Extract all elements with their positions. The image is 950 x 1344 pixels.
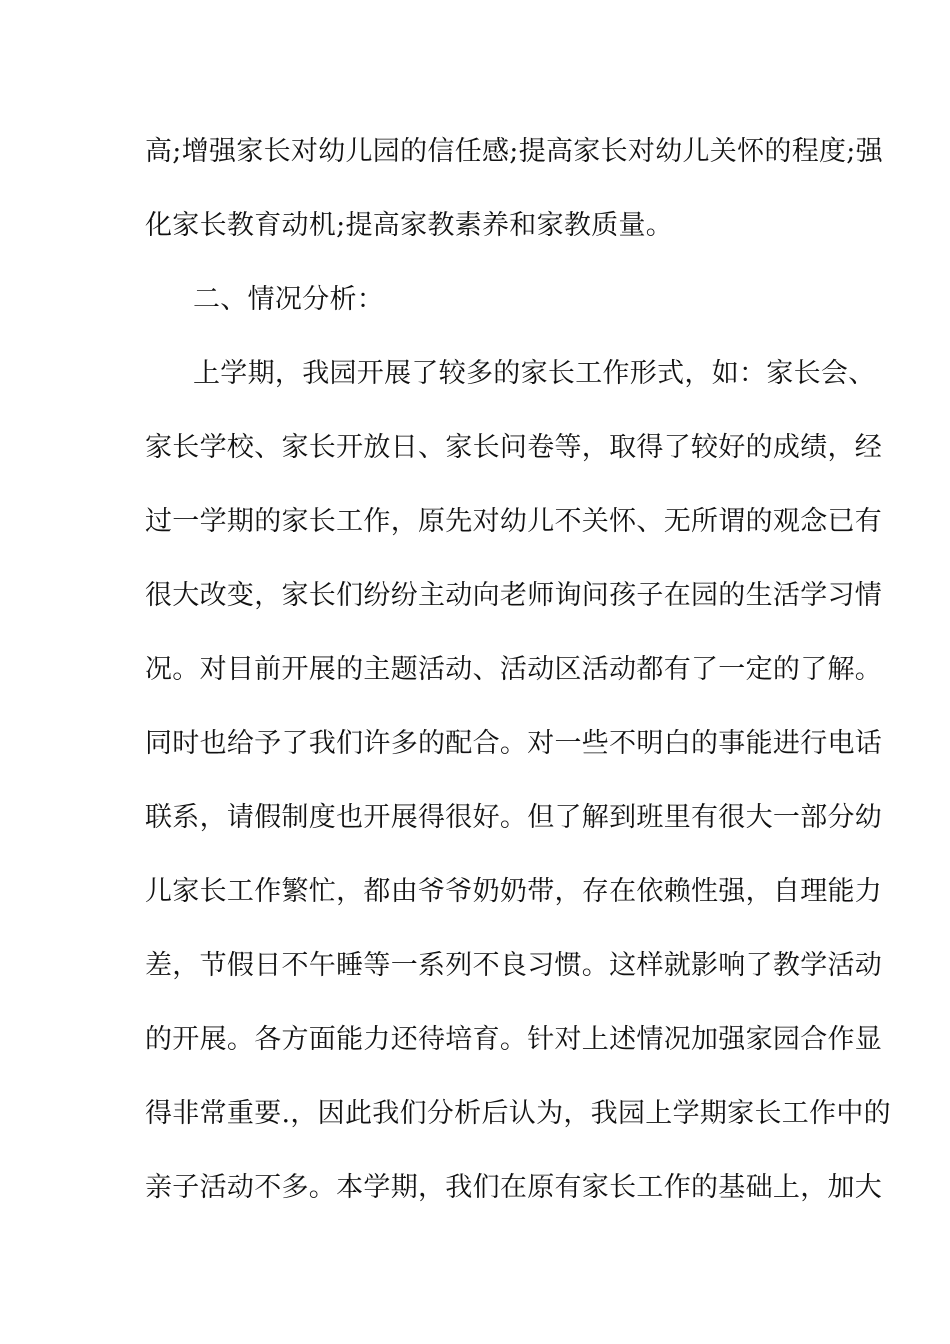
section-heading: 二、情况分析： [193,284,385,315]
text-line: 上学期，我园开展了较多的家长工作形式，如：家长会、 [193,358,876,389]
document-body [145,128,891,1238]
text-line: 亲子活动不多。本学期，我们在原有家长工作的基础上，加大 [145,1172,883,1203]
text-line: 化家长教育动机;提高家教素养和家教质量。 [145,210,674,241]
text-line: 同时也给予了我们许多的配合。对一些不明白的事能进行电话 [145,728,883,759]
text-line: 的开展。各方面能力还待培育。针对上述情况加强家园合作显 [145,1024,883,1055]
text-line: 很大改变，家长们纷纷主动向老师询问孩子在园的生活学习情 [145,580,883,611]
text-line: 差，节假日不午睡等一系列不良习惯。这样就影响了教学活动 [145,950,883,981]
text-line: 过一学期的家长工作，原先对幼儿不关怀、无所谓的观念已有 [145,506,883,537]
text-line: 联系，请假制度也开展得很好。但了解到班里有很大一部分幼 [145,802,883,833]
text-line: 得非常重要.，因此我们分析后认为，我园上学期家长工作中的 [145,1098,891,1129]
text-line: 儿家长工作繁忙，都由爷爷奶奶带，存在依赖性强，自理能力 [145,876,883,907]
text-line: 家长学校、家长开放日、家长问卷等，取得了较好的成绩，经 [145,432,883,463]
text-line: 况。对目前开展的主题活动、活动区活动都有了一定的了解。 [145,654,883,685]
text-line: 高;增强家长对幼儿园的信任感;提高家长对幼儿关怀的程度;强 [145,136,883,167]
